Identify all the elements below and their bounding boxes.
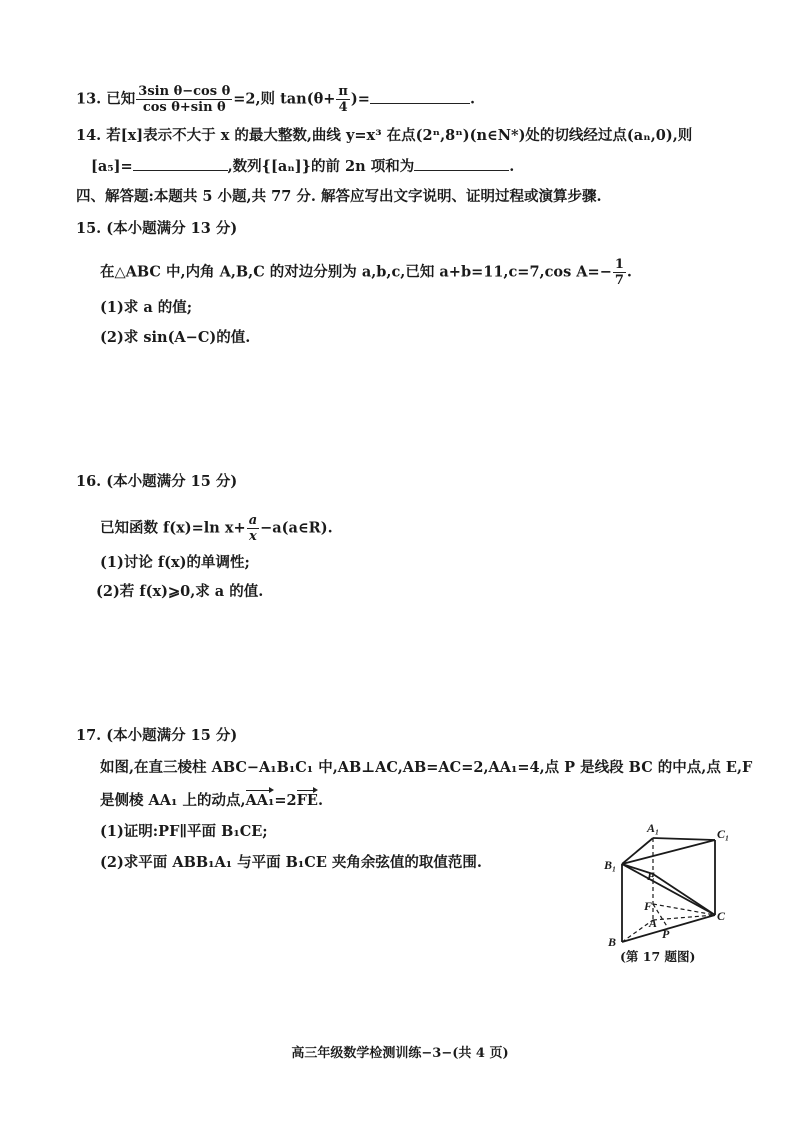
q17-part2: (2)求平面 ABB₁A₁ 与平面 B₁CE 夹角余弦值的取值范围.: [100, 854, 482, 871]
label-p: P: [662, 927, 670, 941]
q13-pi-denominator: 4: [338, 100, 348, 115]
q17-line1: 如图,在直三棱柱 ABC−A₁B₁C₁ 中,AB⊥AC,AB=AC=2,AA₁=4,点 P 是线段 BC 的中点,点 E,F: [100, 759, 753, 776]
page-footer: 高三年级数学检测训练−3−(共 4 页): [291, 1046, 509, 1061]
q13-middle: =2,则 tan(θ+: [233, 90, 336, 108]
q17-line2: [100, 791, 323, 811]
q17-line2-prefix: 是侧棱 AA₁ 上的动点,: [100, 792, 246, 809]
q16-stem: [100, 513, 333, 544]
q17-vector-aa1: AA₁: [245, 792, 275, 809]
edge-a1-c1: [653, 838, 715, 840]
label-a1: A₁: [647, 821, 660, 835]
q17-header: 17. (本小题满分 15 分): [76, 727, 238, 744]
q15-frac-denominator: 7: [614, 273, 624, 288]
q13-pi-numerator: π: [338, 84, 348, 99]
q15-stem-text: 在△ABC 中,内角 A,B,C 的对边分别为 a,b,c,已知 a+b=11,c=7,cos A=−: [100, 263, 612, 281]
q13-post: )=: [350, 90, 370, 108]
q14-part-a: [a₅]=: [91, 158, 133, 175]
q14-part-c: .: [509, 158, 515, 175]
q17-line2-end: .: [317, 792, 324, 809]
q15-stem: [100, 257, 632, 288]
q16-stem-suffix: −a(a∈R).: [260, 519, 333, 537]
q13-number: 13.: [76, 90, 102, 108]
q13-prefix: 已知: [106, 90, 136, 108]
q15-header: 15. (本小题满分 13 分): [76, 220, 238, 237]
question-13: [76, 84, 475, 115]
label-b1: B₁: [604, 858, 617, 872]
q13-fraction: [136, 84, 232, 115]
q17-vector-fe: FE: [296, 792, 318, 809]
q13-end: .: [469, 90, 475, 108]
label-b: B: [608, 935, 617, 949]
label-c1: C₁: [717, 827, 730, 841]
q16-fraction: [247, 513, 259, 544]
q16-stem-prefix: 已知函数 f(x)=ln x+: [100, 519, 246, 537]
q13-pi-fraction: [336, 84, 350, 115]
q14-answer-blank-2[interactable]: [414, 156, 509, 171]
q16-part2: (2)若 f(x)⩾0,求 a 的值.: [96, 583, 264, 600]
figure-caption: (第 17 题图): [620, 949, 696, 964]
q15-fraction: [613, 257, 626, 288]
label-f: F: [644, 899, 653, 913]
q14-part-b: ,数列{[aₙ]}的前 2n 项和为: [227, 158, 415, 175]
q16-header: 16. (本小题满分 15 分): [76, 473, 238, 490]
q17-part1: (1)证明:PF∥平面 B₁CE;: [100, 823, 268, 840]
q15-part2: (2)求 sin(A−C)的值.: [100, 329, 251, 346]
q16-part1: (1)讨论 f(x)的单调性;: [100, 554, 250, 571]
label-c: C: [717, 909, 726, 923]
question-14-line2: [91, 156, 514, 177]
edge-e-c: [653, 874, 715, 915]
q13-frac-numerator: 3sin θ−cos θ: [138, 84, 231, 99]
q16-frac-numerator: a: [248, 513, 258, 528]
q13-frac-denominator: cos θ+sin θ: [142, 100, 226, 115]
section-4-heading: 四、解答题:本题共 5 小题,共 77 分. 解答应写出文字说明、证明过程或演算步骤.: [76, 188, 602, 205]
q13-answer-blank[interactable]: [370, 89, 470, 104]
q15-frac-numerator: 1: [614, 257, 624, 272]
q14-answer-blank-1[interactable]: [133, 156, 228, 171]
q16-frac-denominator: x: [249, 529, 257, 544]
question-14-line1: 14. 若[x]表示不大于 x 的最大整数,曲线 y=x³ 在点(2ⁿ,8ⁿ)(n∈N*)处的切线经过点(aₙ,0),则: [76, 127, 693, 144]
label-e: E: [647, 869, 656, 883]
label-a: A: [649, 916, 658, 930]
q15-stem-end: .: [626, 263, 632, 281]
q15-part1: (1)求 a 的值;: [100, 299, 193, 316]
q17-line2-mid: =2: [274, 792, 297, 809]
